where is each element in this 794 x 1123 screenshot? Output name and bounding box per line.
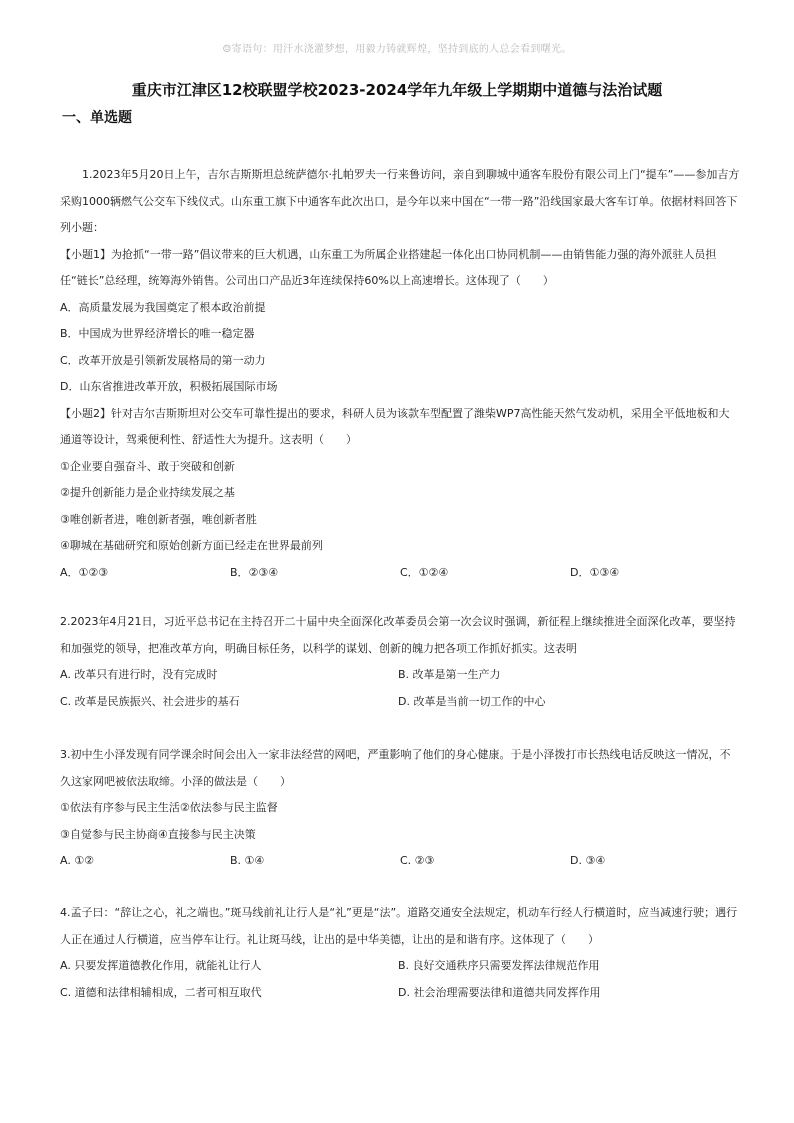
- option-b: B．②③④: [230, 565, 279, 579]
- option-b: B．中国成为世界经济增长的唯一稳定器: [60, 327, 255, 340]
- option-c: C．①②④: [400, 565, 449, 579]
- subquestion-2-stem: 【小题2】针对吉尔吉斯斯坦对公交车可靠性提出的要求，科研人员为该款车型配置了潍柴WP7高性能天然气发动机，采用全平低地板和大通道等设计，驾乘便利性、舒适性大为提升。这表明（ ）: [60, 406, 730, 446]
- statement-4: ④聊城在基础研究和原始创新方面已经走在世界最前列: [60, 539, 323, 552]
- option-a: A．高质量发展为我国奠定了根本政治前提: [60, 300, 266, 314]
- question-1: [60, 162, 740, 586]
- option-a: A. 改革只有进行时，没有完成时: [60, 668, 218, 681]
- statement-3: ③唯创新者进，唯创新者强，唯创新者胜: [60, 512, 257, 526]
- question-3-stem: 3.初中生小泽发现有同学课余时间会出入一家非法经营的网吧，严重影响了他们的身心健康。于是小泽拨打市长热线电话反映这一情况，不久这家网吧被依法取缔。小泽的做法是（ ）: [60, 748, 731, 788]
- question-4-options-row-2: [60, 980, 740, 1007]
- subquestion-2-options: [60, 560, 740, 587]
- statement-line-2: ③自觉参与民主协商④直接参与民主决策: [60, 827, 256, 841]
- option-d: D．①③④: [570, 565, 620, 579]
- statement-2: ②提升创新能力是企业持续发展之基: [60, 486, 235, 499]
- statement-line-1: ①依法有序参与民主生活②依法参与民主监督: [60, 801, 278, 814]
- motto-text: 寄语句：用汗水浇灌梦想，用毅力铸就辉煌，坚持到底的人总会看到曙光。: [231, 44, 572, 55]
- smile-icon: ☺: [222, 44, 232, 55]
- option-b: B. 改革是第一生产力: [398, 668, 501, 681]
- option-c: C. 改革是民族振兴、社会进步的基石: [60, 694, 240, 708]
- option-a: A. ①②: [60, 854, 95, 867]
- option-d: D. ③④: [570, 854, 606, 867]
- question-2-stem: 2.2023年4月21日，习近平总书记在主持召开二十届中央全面深化改革委员会第一次会议时强调，新征程上继续推进全面深化改革，要坚持和加强党的领导，把准改革方向，明确目标任务，以科学的谋划、创新的魄力把各项工作抓好抓实。这表明: [60, 615, 736, 655]
- option-b: B. 良好交通秩序只需要发挥法律规范作用: [398, 959, 600, 972]
- question-4-stem: 4.孟子曰：“辞让之心，礼之端也。”斑马线前礼让行人是“礼”更是“法”。道路交通安全法规定，机动车行经人行横道时，应当减速行驶；遇行人正在通过人行横道，应当停车让行。礼让斑马线，让出的是中华美德，让出的是和谐有序。这体现了（ ）: [60, 906, 738, 946]
- question-3: [60, 742, 740, 875]
- option-c: C．改革开放是引领新发展格局的第一动力: [60, 353, 266, 367]
- option-a: A．①②③: [60, 565, 109, 579]
- statement-1: ①企业要自强奋斗、敢于突破和创新: [60, 459, 235, 473]
- question-2-options-row-1: [60, 662, 740, 689]
- section-heading: 一、单选题: [62, 110, 132, 126]
- header-motto: [0, 40, 794, 55]
- option-d: D．山东省推进改革开放，积极拓展国际市场: [60, 380, 278, 393]
- option-d: D. 改革是当前一切工作的中心: [398, 694, 546, 708]
- question-1-stem: 1.2023年5月20日上午，吉尔吉斯斯坦总统萨德尔·扎帕罗夫一行来鲁访问，亲自到聊城中通客车股份有限公司上门“提车”——参加吉方采购1000辆燃气公交车下线仪式。山东重工旗下中通客车此次出口，是今年以来中国在“一带一路”沿线国家最大客车订单。依据材料回答下列小题：: [60, 168, 740, 234]
- subquestion-1-stem: 【小题1】为抢抓“一带一路”倡议带来的巨大机遇，山东重工为所属企业搭建起一体化出口协同机制——由销售能力强的海外派驻人员担任“链长”总经理，统筹海外销售。公司出口产品近3年连续保持60%以上高速增长。这体现了（ ）: [60, 247, 717, 287]
- question-4: [60, 900, 740, 1006]
- option-c: C. 道德和法律相辅相成，二者可相互取代: [60, 985, 262, 999]
- question-2-options-row-2: [60, 689, 740, 716]
- question-4-options-row-1: [60, 953, 740, 980]
- option-d: D. 社会治理需要法律和道德共同发挥作用: [398, 985, 601, 999]
- question-2: [60, 609, 740, 715]
- option-a: A. 只要发挥道德教化作用，就能礼让行人: [60, 959, 262, 972]
- option-c: C. ②③: [400, 854, 435, 867]
- page-title: 重庆市江津区12校联盟学校2023-2024学年九年级上学期期中道德与法治试题: [131, 81, 663, 99]
- option-b: B. ①④: [230, 854, 265, 867]
- question-3-options: [60, 848, 740, 875]
